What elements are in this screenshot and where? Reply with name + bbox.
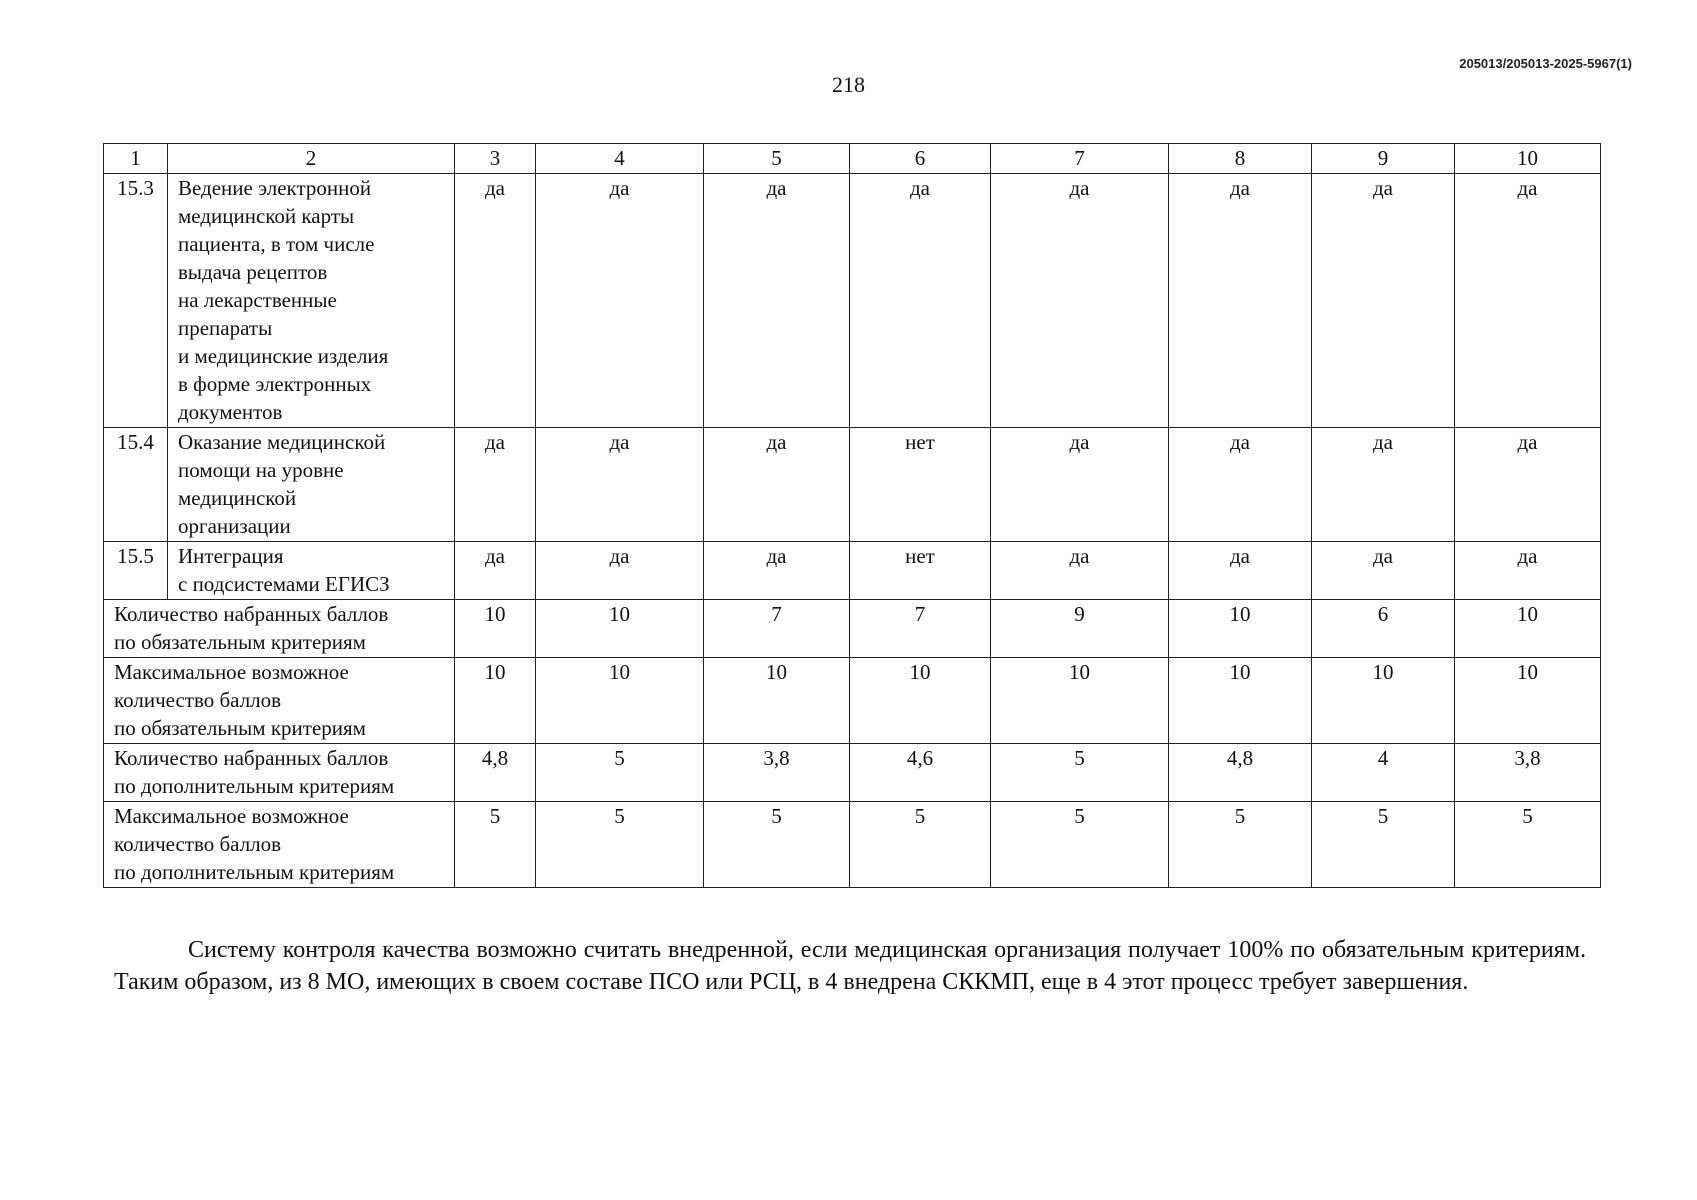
column-number: 7 bbox=[991, 144, 1169, 174]
value-cell: 4,6 bbox=[850, 744, 991, 802]
value-cell: 5 bbox=[991, 802, 1169, 888]
description-line: Оказание медицинской bbox=[178, 430, 386, 454]
description-line: в форме электронных bbox=[178, 372, 372, 396]
value-cell: да bbox=[536, 174, 704, 428]
value-cell: да bbox=[1312, 174, 1455, 428]
criterion-description bbox=[168, 542, 455, 600]
row-number: 15.4 bbox=[104, 428, 168, 542]
value-cell: да bbox=[704, 428, 850, 542]
value-cell: 10 bbox=[850, 658, 991, 744]
column-number: 1 bbox=[104, 144, 168, 174]
summary-row bbox=[104, 600, 1601, 658]
label-line: количество баллов bbox=[114, 832, 282, 856]
label-line: по дополнительным критериям bbox=[114, 774, 395, 798]
description-line: помощи на уровне bbox=[178, 458, 344, 482]
value-cell: да bbox=[991, 428, 1169, 542]
column-number: 3 bbox=[455, 144, 536, 174]
description-line: Интеграция bbox=[178, 544, 284, 568]
label-line: Количество набранных баллов bbox=[114, 746, 389, 770]
value-cell: да bbox=[1169, 542, 1312, 600]
summary-row bbox=[104, 658, 1601, 744]
value-cell: да bbox=[455, 174, 536, 428]
value-cell: да bbox=[1455, 174, 1601, 428]
value-cell: 5 bbox=[1169, 802, 1312, 888]
label-line: Максимальное возможное bbox=[114, 804, 349, 828]
description-line: с подсистемами ЕГИСЗ bbox=[178, 572, 390, 596]
value-cell: 5 bbox=[850, 802, 991, 888]
value-cell: да bbox=[704, 542, 850, 600]
value-cell: да bbox=[455, 428, 536, 542]
label-line: по дополнительным критериям bbox=[114, 860, 395, 884]
value-cell: 5 bbox=[455, 802, 536, 888]
label-line: Количество набранных баллов bbox=[114, 602, 389, 626]
value-cell: да bbox=[991, 542, 1169, 600]
criterion-description bbox=[168, 428, 455, 542]
table-row bbox=[104, 428, 1601, 542]
value-cell: да bbox=[704, 174, 850, 428]
value-cell: 5 bbox=[536, 802, 704, 888]
value-cell: 10 bbox=[991, 658, 1169, 744]
description-line: Ведение электронной bbox=[178, 176, 372, 200]
description-line: медицинской карты bbox=[178, 204, 355, 228]
summary-label bbox=[104, 802, 455, 888]
value-cell: 10 bbox=[704, 658, 850, 744]
value-cell: 4,8 bbox=[455, 744, 536, 802]
description-line: документов bbox=[178, 400, 283, 424]
value-cell: да bbox=[1169, 174, 1312, 428]
value-cell: 9 bbox=[991, 600, 1169, 658]
value-cell: 10 bbox=[1455, 600, 1601, 658]
value-cell: да bbox=[536, 542, 704, 600]
row-number: 15.3 bbox=[104, 174, 168, 428]
value-cell: 5 bbox=[704, 802, 850, 888]
value-cell: 4 bbox=[1312, 744, 1455, 802]
page-number: 218 bbox=[832, 72, 865, 97]
value-cell: да bbox=[1169, 428, 1312, 542]
value-cell: да bbox=[1312, 428, 1455, 542]
value-cell: 10 bbox=[455, 600, 536, 658]
label-line: по обязательным критериям bbox=[114, 630, 366, 654]
value-cell: 5 bbox=[1312, 802, 1455, 888]
value-cell: 10 bbox=[1312, 658, 1455, 744]
description-line: пациента, в том числе bbox=[178, 232, 375, 256]
value-cell: 6 bbox=[1312, 600, 1455, 658]
value-cell: нет bbox=[850, 428, 991, 542]
value-cell: да bbox=[850, 174, 991, 428]
column-number: 10 bbox=[1455, 144, 1601, 174]
value-cell: 7 bbox=[704, 600, 850, 658]
value-cell: 5 bbox=[991, 744, 1169, 802]
column-number: 6 bbox=[850, 144, 991, 174]
value-cell: да bbox=[1455, 542, 1601, 600]
value-cell: 4,8 bbox=[1169, 744, 1312, 802]
document-id: 205013/205013-2025-5967(1) bbox=[1459, 56, 1632, 71]
column-number: 5 bbox=[704, 144, 850, 174]
column-number: 2 bbox=[168, 144, 455, 174]
description-line: и медицинские изделия bbox=[178, 344, 389, 368]
value-cell: да bbox=[1455, 428, 1601, 542]
value-cell: 10 bbox=[455, 658, 536, 744]
value-cell: да bbox=[1312, 542, 1455, 600]
value-cell: 10 bbox=[1169, 600, 1312, 658]
value-cell: 10 bbox=[1455, 658, 1601, 744]
value-cell: 10 bbox=[536, 658, 704, 744]
value-cell: да bbox=[536, 428, 704, 542]
summary-label bbox=[104, 744, 455, 802]
criterion-description bbox=[168, 174, 455, 428]
description-line: препараты bbox=[178, 316, 273, 340]
description-line: организации bbox=[178, 514, 291, 538]
label-line: Максимальное возможное bbox=[114, 660, 349, 684]
label-line: по обязательным критериям bbox=[114, 716, 366, 740]
value-cell: да bbox=[455, 542, 536, 600]
description-line: выдача рецептов bbox=[178, 260, 328, 284]
value-cell: 3,8 bbox=[704, 744, 850, 802]
value-cell: да bbox=[991, 174, 1169, 428]
value-cell: 7 bbox=[850, 600, 991, 658]
column-number: 8 bbox=[1169, 144, 1312, 174]
value-cell: 10 bbox=[1169, 658, 1312, 744]
value-cell: нет bbox=[850, 542, 991, 600]
value-cell: 5 bbox=[536, 744, 704, 802]
conclusion-paragraph: Систему контроля качества возможно считать внедренной, если медицинская организация получает 100% по обязательным критериям. Таким образом, из 8 МО, имеющих в своем составе ПСО или РСЦ, в 4 внедрена СККМП, еще в 4 этот процесс требует завершения. bbox=[114, 937, 1586, 995]
label-line: количество баллов bbox=[114, 688, 282, 712]
table-row bbox=[104, 542, 1601, 600]
description-line: медицинской bbox=[178, 486, 297, 510]
description-line: на лекарственные bbox=[178, 288, 337, 312]
summary-row bbox=[104, 802, 1601, 888]
criteria-table bbox=[103, 143, 1601, 888]
table-row bbox=[104, 174, 1601, 428]
column-number: 4 bbox=[536, 144, 704, 174]
summary-label bbox=[104, 600, 455, 658]
value-cell: 5 bbox=[1455, 802, 1601, 888]
summary-row bbox=[104, 744, 1601, 802]
row-number: 15.5 bbox=[104, 542, 168, 600]
value-cell: 3,8 bbox=[1455, 744, 1601, 802]
column-number-row bbox=[104, 144, 1601, 174]
value-cell: 10 bbox=[536, 600, 704, 658]
column-number: 9 bbox=[1312, 144, 1455, 174]
summary-label bbox=[104, 658, 455, 744]
